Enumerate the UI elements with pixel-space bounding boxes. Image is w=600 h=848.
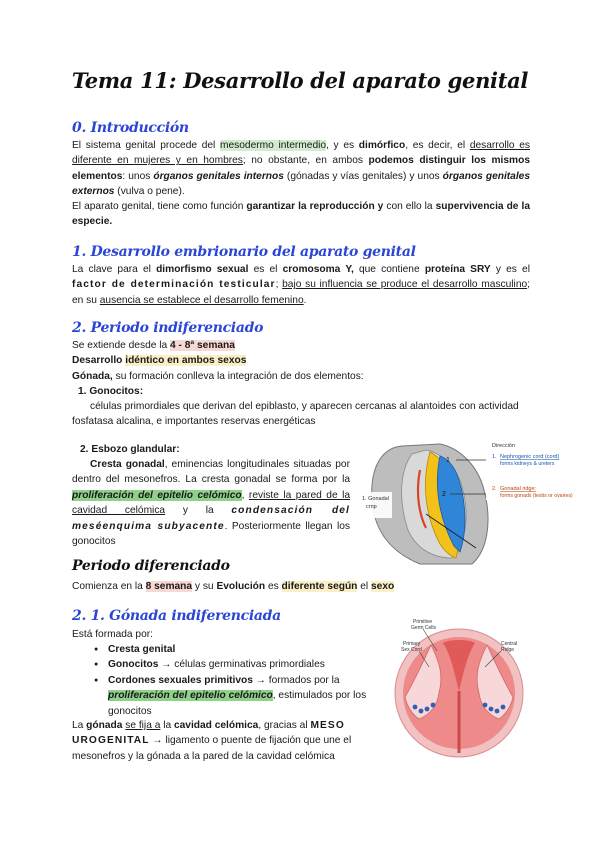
function-paragraph: El aparato genital, tiene como función garantizar la reproducción y con ello la supervivencia de la especie. xyxy=(72,201,530,228)
components-list xyxy=(90,642,380,719)
legend-1-title: Nephrogenic cord (cord) xyxy=(500,454,560,460)
section-heading-introduccion: 0. Introducción xyxy=(72,120,189,136)
page-title: Tema 11: Desarrollo del aparato genital xyxy=(71,68,529,93)
dimorfismo-paragraph: La clave para el dimorfismo sexual es el cromosoma Y, que contiene proteína SRY y es el factor de determinación testicular; bajo su influencia se produce el desarrollo masculino; en su ausencia se establece el desarrollo femenino. xyxy=(72,264,530,306)
section-heading-periodo-indiferenciado: 2. Periodo indiferenciado xyxy=(72,320,264,336)
list-item-cordones: ● Cordones sexuales primitivos → formados por la proliferación del epitelio celómico, estimulados por los gonocitos xyxy=(108,673,380,719)
list-item-gonocitos: ● Gonocitos → células germinativas primordiales xyxy=(108,657,380,672)
gonadal-ridge-figure xyxy=(360,440,594,570)
figure-num-1: 1 xyxy=(446,457,450,464)
esbozo-item-title: 2. Esbozo glandular: xyxy=(80,444,180,455)
legend-2-title: Gonadal ridge: xyxy=(500,486,537,492)
meso-urogenital-paragraph: La gónada se fija a la cavidad celómica, gracias al MESO UROGENITAL → ligamento o puente de fijación que une el mesonefros y la gónada a la pared de la cavidad celómica xyxy=(72,720,352,762)
section-heading-periodo-diferenciado: Periodo diferenciado xyxy=(72,558,230,574)
label-central-a: Central xyxy=(501,641,518,647)
section-heading-gonada-indiferenciada: 2. 1. Gónada indiferenciada xyxy=(72,608,281,624)
side-label-b: crnp xyxy=(366,504,377,510)
semana-line: Se extiende desde la 4 - 8ª semana xyxy=(72,340,235,351)
label-primary-a: Primary xyxy=(403,641,421,647)
legend-1-num: 1. xyxy=(492,454,497,460)
section-heading-desarrollo: 1. Desarrollo embrionario del aparato genital xyxy=(72,244,416,260)
list-item-cresta: ● Cresta genital xyxy=(108,642,380,657)
legend-2-num: 2. xyxy=(492,486,497,492)
figure-num-2: 2 xyxy=(442,491,446,498)
label-primitive-a: Primitive xyxy=(413,619,433,625)
diferenciado-line: Comienza en la 8 semana y su Evolución es diferente según el sexo xyxy=(72,581,395,592)
esbozo-item-text: Cresta gonadal, eminencias longitudinales situadas por dentro del mesonefros. La cresta gonadal se forma por la proliferación del epitelio celómico, reviste la pared de la cavidad celómica y la condensación del meséenquima subyacente. Posteriormente llegan los gonocitos xyxy=(72,459,350,548)
identico-line: Desarrollo idéntico en ambos sexos xyxy=(72,355,247,366)
formada-por-line: Está formada por: xyxy=(72,629,153,640)
gonad-cross-section-figure xyxy=(385,615,533,763)
side-label-a: 1. Gonadal xyxy=(362,496,389,502)
gonada-line: Gónada, su formación conlleva la integración de dos elementos: xyxy=(72,371,364,382)
legend-2-text: forms gonads (testis or ovaries) xyxy=(500,493,573,499)
direction-label: Dirección xyxy=(492,443,515,449)
label-primitive-b: Germ Cells xyxy=(411,625,437,631)
intro-paragraph: El sistema genital procede del mesodermo intermedio, y es dimórfico, es decir, el desarrollo es diferente en mujeres y en hombres; no obstante, en ambos podemos distinguir los mismos elementos: unos órganos genitales internos (gónadas y vías genitales) y unos órganos genitales externos (vulva o pene). xyxy=(72,140,531,198)
legend-1-text: forms kidneys & ureters xyxy=(500,461,555,467)
gonocitos-item-text: células primordiales que derivan del epiblasto, y aparecen cercanas al alantoides con actividad fosfatasa alcalina, e importantes reservas energéticas xyxy=(72,401,519,428)
gonocitos-item-title: 1. Gonocitos: xyxy=(78,386,144,397)
label-primary-b: Sex Cord xyxy=(401,647,422,653)
label-central-b: Ridge xyxy=(501,647,515,653)
